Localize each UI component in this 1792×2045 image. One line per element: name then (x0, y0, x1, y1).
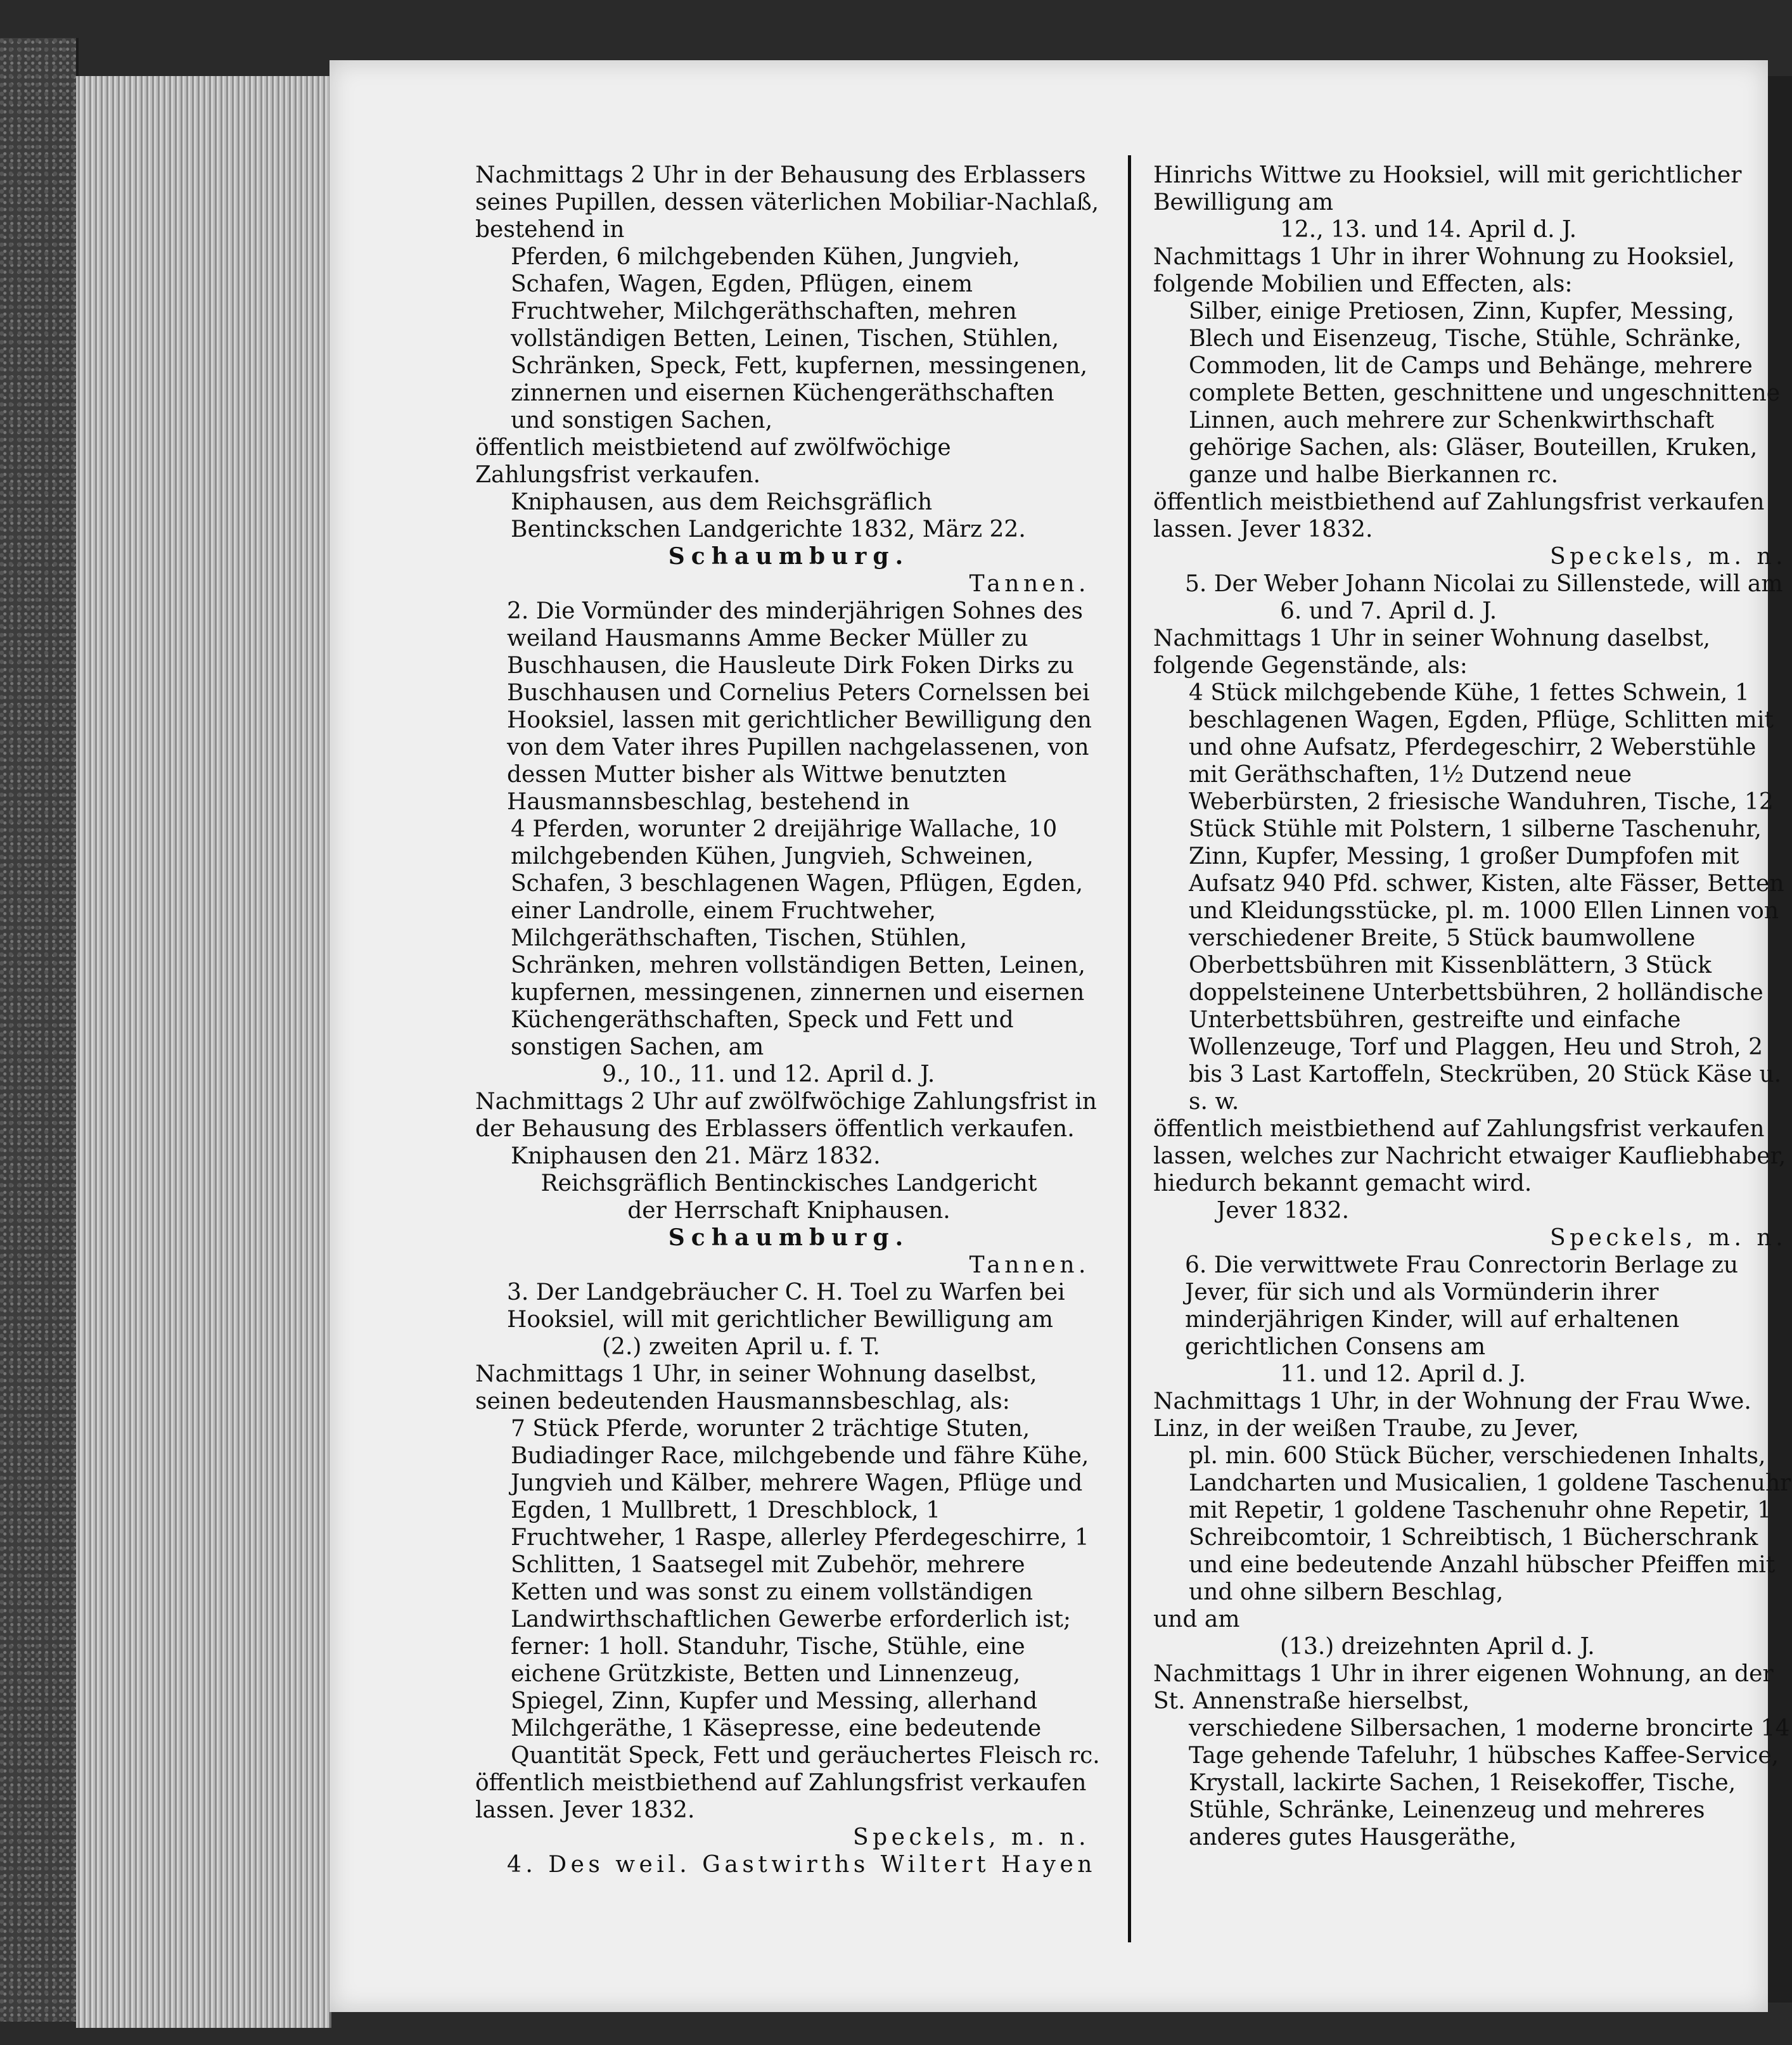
notice-2-date: 9., 10., 11. und 12. April d. J. (602, 1061, 935, 1087)
page-stack (76, 76, 331, 2028)
notice-3-signature: Speckels, m. n. (852, 1824, 1090, 1850)
notice-4-start: 4. Des weil. Gastwirths Wiltert Hayen (507, 1852, 1096, 1878)
notice-2-place: Tannen. (969, 1252, 1090, 1278)
notice-6-intro: 6. Die verwittwete Frau Conrectorin Berlage zu Jever, für sich und als Vormünderin ihrer minderjährigen Kinder, will auf erhaltenen gerichtlichen Consens am (1185, 1252, 1739, 1360)
notice-1-intro: Nachmittags 2 Uhr in der Behausung des Erblassers seines Pupillen, dessen väterlichen Mobiliar-Nachlaß, bestehend in (475, 162, 1099, 243)
notice-5-items: 4 Stück milchgebende Kühe, 1 fettes Schwein, 1 beschlagenen Wagen, Egden, Pflüge, Schlitten mit und ohne Aufsatz, Pferdegeschirr, 2 Weberstühle mit Geräthschaften, 1½ Dutzend neue Weberbürsten, 2 friesische Wanduhren, Tische, 12 Stück Stühle mit Polstern, 1 silberne Taschenuhr, Zinn, Kupfer, Messing, 1 großer Dumpfofen mit Aufsatz 940 Pfd. schwer, Kisten, alte Fässer, Betten und Kleidungsstücke, pl. m. 1000 Ellen Linnen von verschiedener Breite, 5 Stück baumwollene Oberbettsbühren mit Kissenblättern, 3 Stück doppelsteinene Unterbettsbühren, 2 holländische Unterbettsbühren, gestreifte und einfache Wollenzeuge, Torf und Plaggen, Heu und Stroh, 2 bis 3 Last Kartoffeln, Steckrüben, 20 Stück Käse u. s. w. (1189, 680, 1784, 1115)
book-edge (0, 38, 79, 2022)
notice-2-heading: Schaumburg. (668, 1224, 910, 1251)
notice-2-place-date: Kniphausen den 21. März 1832. (511, 1143, 881, 1169)
notice-4-lead: Nachmittags 1 Uhr in ihrer Wohnung zu Hooksiel, folgende Mobilien und Effecten, als: (1153, 244, 1735, 297)
notice-2-items: 4 Pferden, worunter 2 dreijährige Wallache, 10 milchgebenden Kühen, Jungvieh, Schweinen, Schafen, 3 beschlagenen Wagen, Pflügen, Egden, einer Landrolle, einem Fruchtweher, Milchgeräthschaften, Tischen, Stühlen, Schränken, mehren vollständigen Betten, Leinen, kupfernen, messingenen, zinnernen und eisernen Küchengeräthschaften, Speck und Fett und sonstigen Sachen, am (511, 816, 1085, 1060)
notice-4-intro: Hinrichs Wittwe zu Hooksiel, will mit gerichtlicher Bewilligung am (1153, 162, 1742, 215)
notice-3-intro: 3. Der Landgebräucher C. H. Toel zu Warfen bei Hooksiel, will mit gerichtlicher Bewilligung am (507, 1279, 1065, 1333)
notice-6-and-on: und am (1153, 1606, 1240, 1632)
notice-6-lead: Nachmittags 1 Uhr, in der Wohnung der Frau Wwe. Linz, in der weißen Traube, zu Jever, (1153, 1388, 1751, 1442)
notice-2-authority-2: der Herrschaft Kniphausen. (627, 1198, 950, 1224)
notice-6-items: pl. min. 600 Stück Bücher, verschiedenen Inhalts, Landcharten und Musicalien, 1 goldene Taschenuhr mit Repetir, 1 goldene Taschenuhr ohne Repetir, 1 Schreibcomtoir, 1 Schreibtisch, 1 Bücherschrank und eine bedeutende Anzahl hübscher Pfeiffen mit und ohne silbern Beschlag, (1189, 1443, 1791, 1605)
right-column (1153, 162, 1792, 1851)
notice-1-signature: Kniphausen, aus dem Reichsgräflich Bentinckschen Landgerichte 1832, März 22. (511, 489, 1026, 542)
notice-2-authority-1: Reichsgräflich Bentinckisches Landgericht (541, 1170, 1037, 1196)
notice-3-items: 7 Stück Pferde, worunter 2 trächtige Stuten, Budiadinger Race, milchgebende und fähre Kühe, Jungvieh und Kälber, mehrere Wagen, Pflüge und Egden, 1 Mullbrett, 1 Dreschblock, 1 Fruchtweher, 1 Raspe, allerley Pferdegeschirre, 1 Schlitten, 1 Saatsegel mit Zubehör, mehrere Ketten und was sonst zu einem vollständigen Landwirthschaftlichen Gewerbe erforderlich ist; ferner: 1 holl. Standuhr, Tische, Stühle, eine eichene Grützkiste, Betten und Linnenzeug, Spiegel, Zinn, Kupfer und Messing, allerhand Milchgeräthe, 1 Käsepresse, eine bedeutende Quantität Speck, Fett und geräuchertes Fleisch rc. (511, 1416, 1100, 1769)
notice-5-intro: 5. Der Weber Johann Nicolai zu Sillenstede, will am (1185, 571, 1783, 597)
notice-5-date: 6. und 7. April d. J. (1280, 598, 1497, 624)
notice-3-date: (2.) zweiten April u. f. T. (602, 1334, 880, 1360)
notice-5-closing: öffentlich meistbiethend auf Zahlungsfrist verkaufen lassen, welches zur Nachricht etwaiger Kaufliebhaber, hiedurch bekannt gemacht wird. (1153, 1116, 1786, 1196)
notice-6-items-2: verschiedene Silbersachen, 1 moderne broncirte 14 Tage gehende Tafeluhr, 1 hübsches Kaffee-Service, Krystall, lackirte Sachen, 1 Reisekoffer, Tische, Stühle, Schränke, Leinenzeug und mehreres anderes gutes Hausgeräthe, (1189, 1715, 1790, 1850)
notice-2-closing: Nachmittags 2 Uhr auf zwölfwöchige Zahlungsfrist in der Behausung des Erblassers öffentlich verkaufen. (475, 1089, 1097, 1142)
notice-4-closing: öffentlich meistbiethend auf Zahlungsfrist verkaufen lassen. Jever 1832. (1153, 489, 1765, 542)
notice-4-date: 12., 13. und 14. April d. J. (1280, 217, 1577, 243)
left-column (475, 162, 1103, 1878)
notice-1-place: Tannen. (969, 571, 1090, 597)
notice-1-closing: öffentlich meistbietend auf zwölfwöchige Zahlungsfrist verkaufen. (475, 435, 951, 488)
notice-6-date-2: (13.) dreizehnten April d. J. (1280, 1634, 1595, 1660)
notice-1-items: Pferden, 6 milchgebenden Kühen, Jungvieh, Schafen, Wagen, Egden, Pflügen, einem Fruchtweher, Milchgeräthschaften, mehren vollständigen Betten, Leinen, Tischen, Stühlen, Schränken, Speck, Fett, kupfernen, messingenen, zinnernen und eisernen Küchengeräthschaften und sonstigen Sachen, (511, 244, 1088, 433)
notice-4-items: Silber, einige Pretiosen, Zinn, Kupfer, Messing, Blech und Eisenzeug, Tische, Stühle, Schränke, Commoden, lit de Camps und Behänge, mehrere complete Betten, geschnittene und ungeschnittene Linnen, auch mehrere zur Schenkwirthschaft gehörige Sachen, als: Gläser, Bouteillen, Kruken, ganze und halbe Bierkannen rc. (1189, 298, 1780, 488)
notice-6-date: 11. und 12. April d. J. (1280, 1361, 1526, 1387)
notice-5-lead: Nachmittags 1 Uhr in seiner Wohnung daselbst, folgende Gegenstände, als: (1153, 625, 1711, 679)
notice-4-signature: Speckels, m. n. (1549, 544, 1787, 570)
printed-page (330, 60, 1791, 2012)
notice-5-signature: Speckels, m. n. (1549, 1225, 1787, 1251)
notice-1-heading: Schaumburg. (668, 543, 910, 570)
notice-6-lead-2: Nachmittags 1 Uhr in ihrer eigenen Wohnung, an der St. Annenstraße hierselbst, (1153, 1661, 1774, 1714)
notice-3-closing: öffentlich meistbiethend auf Zahlungsfrist verkaufen lassen. Jever 1832. (475, 1770, 1087, 1823)
column-divider (1128, 155, 1131, 1942)
notice-2-intro: 2. Die Vormünder des minderjährigen Sohnes des weiland Hausmanns Amme Becker Müller zu Buschhausen, die Hausleute Dirk Foken Dirks zu Buschhausen und Cornelius Peters Cornelssen bei Hooksiel, lassen mit gerichtlicher Bewilligung den von dem Vater ihres Pupillen nachgelassenen, von dessen Mutter bisher als Wittwe benutzten Hausmannsbeschlag, bestehend in (507, 598, 1092, 815)
notice-5-place-date: Jever 1832. (1217, 1198, 1350, 1224)
notice-3-lead: Nachmittags 1 Uhr, in seiner Wohnung daselbst, seinen bedeutenden Hausmannsbeschlag, als: (475, 1361, 1037, 1414)
